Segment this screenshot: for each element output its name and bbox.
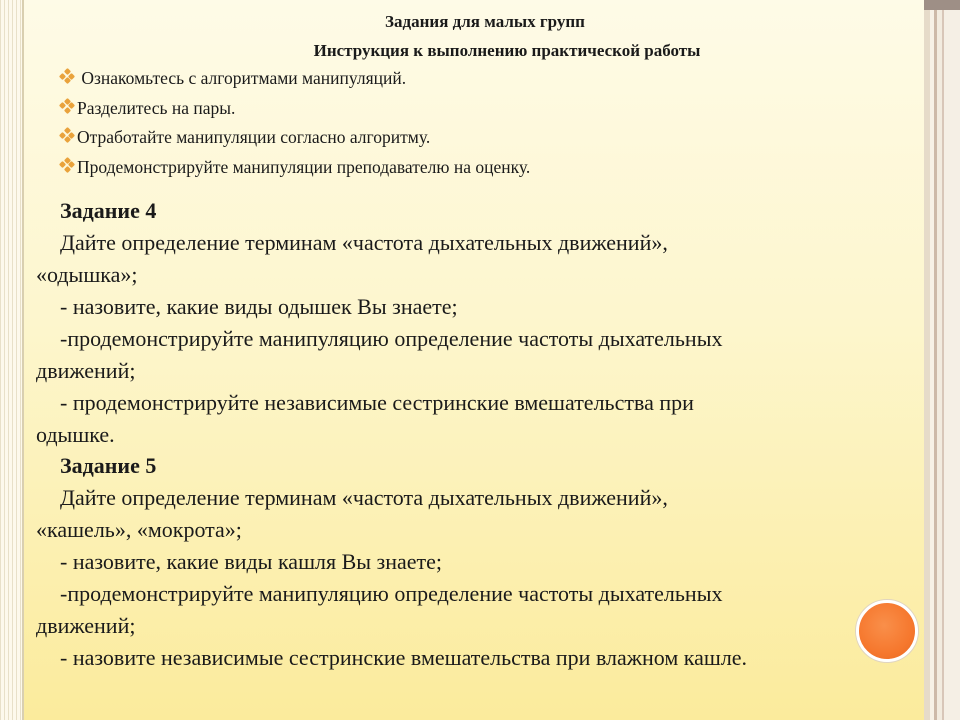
task-5-line: «кашель», «мокрота»;: [36, 517, 242, 542]
instruction-item: Продемонстрируйте манипуляции преподавателю на оценку.: [60, 153, 530, 183]
orange-four-diamond-icon: [60, 158, 74, 172]
orange-circle-decoration: [856, 600, 918, 662]
task-5-line: движений;: [36, 613, 136, 638]
instruction-item: Отработайте манипуляции согласно алгоритму.: [60, 123, 530, 153]
task-4-line: «одышка»;: [36, 262, 138, 287]
task-4-line: движений;: [36, 358, 136, 383]
task-4-block: [36, 195, 910, 451]
slide-heading-groups: Задания для малых групп: [385, 12, 585, 31]
task-5-line: - назовите, какие виды кашля Вы знаете;: [60, 549, 443, 574]
task-4-line: - продемонстрируйте независимые сестринские вмешательства при: [60, 390, 694, 415]
task-4-line: одышке.: [36, 422, 115, 447]
task-4-line: - назовите, какие виды одышек Вы знаете;: [60, 294, 458, 319]
task-5-line: -продемонстрируйте манипуляцию определение частоты дыхательных: [60, 581, 723, 606]
task-5-title: Задание 5: [60, 453, 157, 478]
task-5-line: - назовите независимые сестринские вмешательства при влажном кашле.: [60, 645, 748, 670]
slide-heading-instruction: Инструкция к выполнению практической работы: [313, 41, 701, 60]
task-4-line: Дайте определение терминам «частота дыхательных движений»,: [60, 230, 668, 255]
task-4-title: Задание 4: [60, 198, 157, 223]
task-5-line: Дайте определение терминам «частота дыхательных движений»,: [60, 485, 668, 510]
instruction-list: [60, 64, 530, 182]
instruction-item: Разделитесь на пары.: [60, 94, 530, 124]
orange-four-diamond-icon: [60, 128, 74, 142]
right-decorative-border: [924, 0, 960, 720]
left-decorative-border: [0, 0, 24, 720]
task-5-block: [36, 450, 910, 674]
instruction-item: Ознакомьтесь с алгоритмами манипуляций.: [60, 64, 530, 94]
task-4-line: -продемонстрируйте манипуляцию определение частоты дыхательных: [60, 326, 723, 351]
orange-four-diamond-icon: [60, 69, 74, 83]
orange-four-diamond-icon: [60, 99, 74, 113]
right-top-strip: [924, 0, 960, 10]
